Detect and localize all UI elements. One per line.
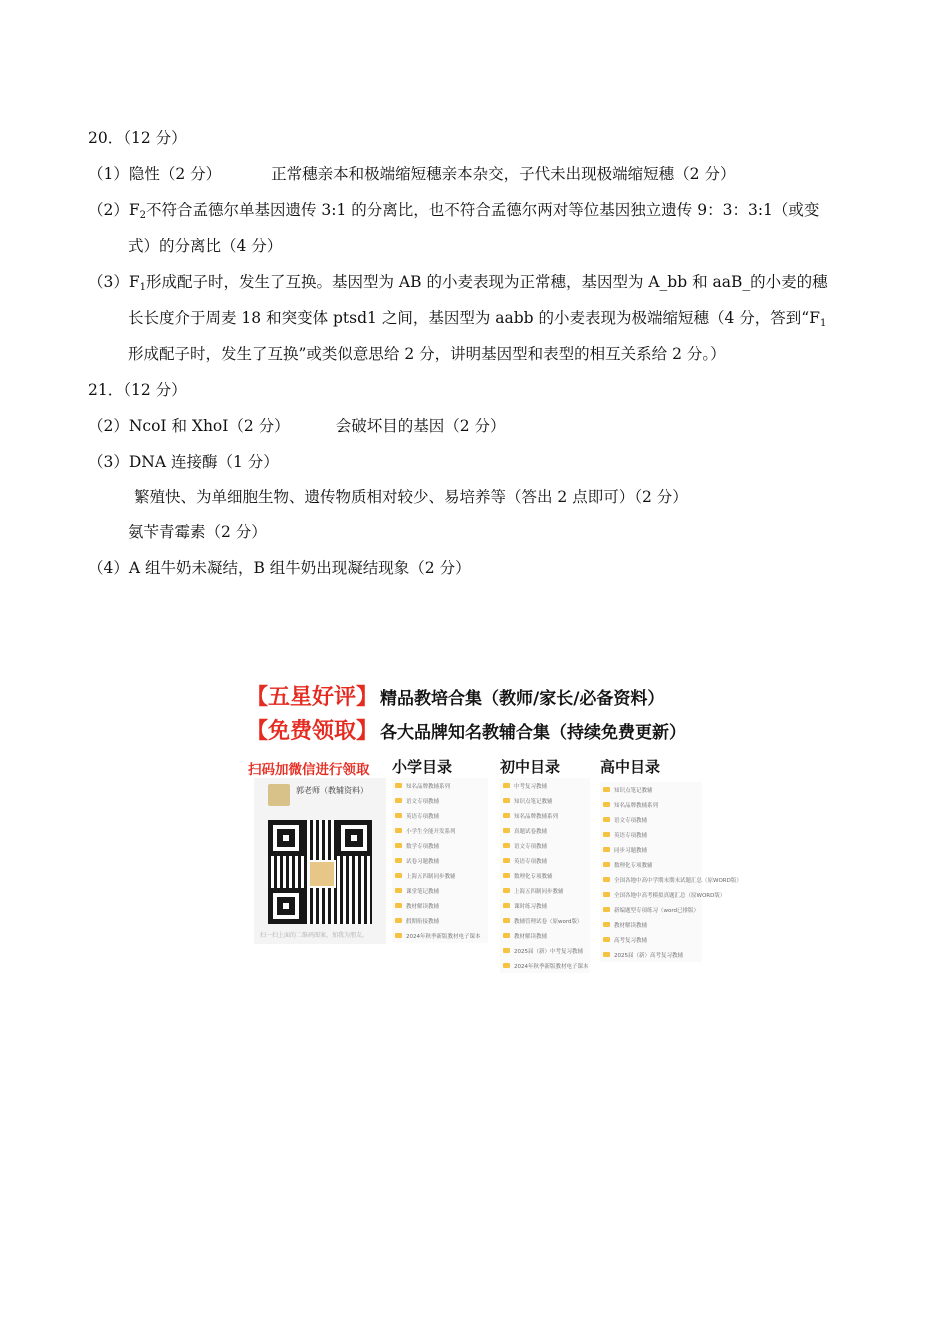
banner-line2 xyxy=(246,714,686,745)
folder-icon xyxy=(603,802,610,807)
folder-item[interactable] xyxy=(500,853,590,868)
folder-item[interactable] xyxy=(392,838,488,853)
folder-label: 知名品牌教辅系列 xyxy=(614,802,659,809)
folder-label: 知名品牌教辅系列 xyxy=(406,783,451,790)
folder-label: 教材解读教辅 xyxy=(406,903,440,910)
folder-label: 中考复习教辅 xyxy=(514,783,548,790)
banner-line2-black: 各大品牌知名教辅合集（持续免费更新） xyxy=(380,723,687,743)
folder-label: 教材解读教辅 xyxy=(614,922,648,929)
folder-item[interactable] xyxy=(600,782,702,797)
folder-icon xyxy=(503,963,510,968)
folder-icon xyxy=(503,888,510,893)
folder-label: 真题试卷教辅 xyxy=(514,828,548,835)
folder-item[interactable] xyxy=(500,793,590,808)
folder-icon xyxy=(603,877,610,882)
folder-label: 语文专项教辅 xyxy=(514,843,548,850)
folder-icon xyxy=(503,828,510,833)
banner-line1-red: 【五星好评】 xyxy=(246,685,379,710)
folder-icon xyxy=(503,798,510,803)
folder-item[interactable] xyxy=(392,808,488,823)
folder-icon xyxy=(603,817,610,822)
folder-label: 小学生全能开发系列 xyxy=(406,828,456,835)
folder-item[interactable] xyxy=(500,943,590,958)
folder-icon xyxy=(603,847,610,852)
col-senior-list xyxy=(600,782,742,962)
folder-item[interactable] xyxy=(500,913,590,928)
banner-line2-red: 【免费领取】 xyxy=(246,719,379,744)
folder-item[interactable] xyxy=(392,883,488,898)
q21-part3-b: 繁殖快、为单细胞生物、遗传物质相对较少、易培养等（答出 2 点即可）（2 分） xyxy=(134,488,688,506)
folder-label: 新编题型专项练习（word已排版） xyxy=(614,907,700,914)
folder-icon xyxy=(503,813,510,818)
folder-label: 教材解读教辅 xyxy=(514,933,548,940)
wechat-card xyxy=(254,778,386,944)
folder-label: 英语专项教辅 xyxy=(406,813,440,820)
card-name: 郭老师（教辅资料） xyxy=(296,786,368,795)
q21-part2 xyxy=(88,416,505,436)
folder-label: 语文专项教辅 xyxy=(614,817,648,824)
folder-item[interactable] xyxy=(600,857,702,872)
folder-item[interactable] xyxy=(392,898,488,913)
folder-icon xyxy=(395,918,402,923)
folder-icon xyxy=(603,922,610,927)
folder-icon xyxy=(503,918,510,923)
folder-item[interactable] xyxy=(392,778,488,793)
q21-part2-reason: 会破坏目的基因（2 分） xyxy=(335,417,506,435)
q20-part1 xyxy=(88,164,735,184)
folder-label: 假期衔接教辅 xyxy=(406,918,440,925)
folder-icon xyxy=(503,858,510,863)
folder-label: 数理化专项教辅 xyxy=(514,873,553,880)
banner-line1 xyxy=(246,680,664,711)
q20-title: 20．（12 分） xyxy=(88,129,187,147)
folder-icon xyxy=(395,813,402,818)
q20-part2-prefix: （2）F xyxy=(88,201,140,219)
folder-item[interactable] xyxy=(500,898,590,913)
folder-item[interactable] xyxy=(600,797,702,812)
q20-part3-line2-subscript: 1 xyxy=(819,318,827,329)
q21-title: 21．（12 分） xyxy=(88,381,187,399)
folder-icon xyxy=(395,903,402,908)
folder-label: 全国各地中高中学期末期末试题汇总（原WORD版） xyxy=(614,877,742,884)
folder-icon xyxy=(395,933,402,938)
folder-item[interactable] xyxy=(600,902,702,917)
folder-item[interactable] xyxy=(600,812,702,827)
folder-label: 上海五四制同步教辅 xyxy=(406,873,456,880)
folder-item[interactable] xyxy=(500,883,590,898)
col-senior-title: 高中目录 xyxy=(600,758,661,776)
folder-item[interactable] xyxy=(600,872,742,887)
folder-icon xyxy=(395,828,402,833)
folder-label: 高考复习教辅 xyxy=(614,937,648,944)
folder-icon xyxy=(395,858,402,863)
q20-part3-text: 形成配子时，发生了互换。基因型为 AB 的小麦表现为正常穗，基因型为 A_bb 和 aaB_的小麦的穗 xyxy=(146,273,828,291)
folder-label: 课堂笔记教辅 xyxy=(406,888,440,895)
folder-icon xyxy=(503,933,510,938)
qr-finder-icon xyxy=(268,888,304,924)
folder-label: 知识点笔记教辅 xyxy=(614,787,653,794)
promo-banner xyxy=(246,678,742,970)
banner-line1-black: 精品教培合集（教师/家长/必备资料） xyxy=(380,689,665,709)
folder-label: 2024年秋季新版教材电子课本 xyxy=(514,963,589,970)
folder-item[interactable] xyxy=(392,913,488,928)
folder-label: 全国各地中高考模拟真题汇总（原WORD版） xyxy=(614,892,726,899)
folder-icon xyxy=(503,783,510,788)
q20-part3-line2-text: 长长度介于周麦 18 和突变体 ptsd1 之间，基因型为 aabb 的小麦表现为极端缩短穗（4 分，答到“F xyxy=(128,309,820,327)
folder-icon xyxy=(603,787,610,792)
folder-icon xyxy=(395,888,402,893)
banner-scan-text: 扫码加微信进行领取 xyxy=(248,762,370,778)
folder-label: 英语专项教辅 xyxy=(614,832,648,839)
q20-part3-prefix: （3）F xyxy=(88,273,140,291)
folder-icon xyxy=(603,862,610,867)
q21-part3-c: 氨苄青霉素（2 分） xyxy=(128,523,267,541)
folder-item[interactable] xyxy=(392,868,488,883)
q21-part4: （4）A 组牛奶未凝结，B 组牛奶出现凝结现象（2 分） xyxy=(88,559,471,577)
folder-icon xyxy=(603,892,610,897)
folder-icon xyxy=(395,798,402,803)
folder-label: 数理化专项教辅 xyxy=(614,862,653,869)
folder-item[interactable] xyxy=(600,827,702,842)
q20-part3 xyxy=(88,272,828,298)
q20-part2-cont: 式）的分离比（4 分） xyxy=(128,237,283,255)
col-primary-list xyxy=(392,778,488,943)
q20-part2-subscript: 2 xyxy=(139,210,146,221)
folder-icon xyxy=(395,843,402,848)
folder-item[interactable] xyxy=(392,793,488,808)
folder-label: 课时练习教辅 xyxy=(514,903,548,910)
card-footer: 扫一扫上面的二维码图案，加我为朋友。 xyxy=(260,932,369,939)
folder-icon xyxy=(503,843,510,848)
qr-code-icon[interactable] xyxy=(268,820,372,924)
qr-logo-icon xyxy=(308,860,336,888)
q20-part2-text: 不符合孟德尔单基因遗传 3:1 的分离比，也不符合孟德尔两对等位基因独立遗传 9：3：3:1（或变 xyxy=(146,201,820,219)
q20-part3-line2 xyxy=(128,308,826,334)
q20-part3-line3: 形成配子时，发生了互换”或类似意思给 2 分，讲明基因型和表型的相互关系给 2 分。） xyxy=(128,345,726,363)
folder-icon xyxy=(503,948,510,953)
folder-item[interactable] xyxy=(500,823,590,838)
folder-icon xyxy=(503,903,510,908)
folder-item[interactable] xyxy=(392,853,488,868)
folder-item[interactable] xyxy=(600,947,702,962)
folder-label: 上海五四制同步教辅 xyxy=(514,888,564,895)
folder-label: 语文专项教辅 xyxy=(406,798,440,805)
folder-item[interactable] xyxy=(500,928,590,943)
folder-item[interactable] xyxy=(600,887,726,902)
q20-part1-answer: （1）隐性（2 分） xyxy=(88,165,222,183)
col-junior-list xyxy=(500,778,590,973)
col-primary-title: 小学目录 xyxy=(392,758,453,776)
folder-icon xyxy=(503,873,510,878)
folder-item[interactable] xyxy=(500,838,590,853)
folder-label: 2025届（新）高考复习教辅 xyxy=(614,952,683,959)
folder-label: 试卷习题教辅 xyxy=(406,858,440,865)
folder-icon xyxy=(603,952,610,957)
folder-label: 同步习题教辅 xyxy=(614,847,648,854)
q21-part2-answer: （2）NcoI 和 XhoI（2 分） xyxy=(88,417,290,435)
folder-label: 知识点笔记教辅 xyxy=(514,798,553,805)
folder-label: 2024年秋季新版教材电子课本 xyxy=(406,933,481,940)
folder-item[interactable] xyxy=(500,808,590,823)
q20-part2 xyxy=(88,200,819,226)
q21-part3: （3）DNA 连接酶（1 分） xyxy=(88,453,279,471)
folder-label: 知名品牌教辅系列 xyxy=(514,813,559,820)
folder-label: 英语专项教辅 xyxy=(514,858,548,865)
q20-part1-reason: 正常穗亲本和极端缩短穗亲本杂交，子代未出现极端缩短穗（2 分） xyxy=(271,165,736,183)
col-junior-title: 初中目录 xyxy=(500,758,561,776)
folder-item[interactable] xyxy=(600,932,702,947)
folder-icon xyxy=(603,907,610,912)
q20-part3-subscript: 1 xyxy=(139,282,146,293)
folder-item[interactable] xyxy=(600,842,702,857)
folder-label: 数学专项教辅 xyxy=(406,843,440,850)
folder-icon xyxy=(603,832,610,837)
avatar xyxy=(268,784,290,806)
folder-icon xyxy=(395,873,402,878)
folder-item[interactable] xyxy=(392,823,488,838)
folder-label: 2025届（新）中考复习教辅 xyxy=(514,948,583,955)
folder-item[interactable] xyxy=(392,928,488,943)
folder-item[interactable] xyxy=(600,917,702,932)
folder-item[interactable] xyxy=(500,958,590,973)
folder-icon xyxy=(603,937,610,942)
folder-icon xyxy=(395,783,402,788)
folder-label: 教辅管理试卷（原word版） xyxy=(514,918,583,925)
folder-item[interactable] xyxy=(500,778,590,793)
folder-item[interactable] xyxy=(500,868,590,883)
